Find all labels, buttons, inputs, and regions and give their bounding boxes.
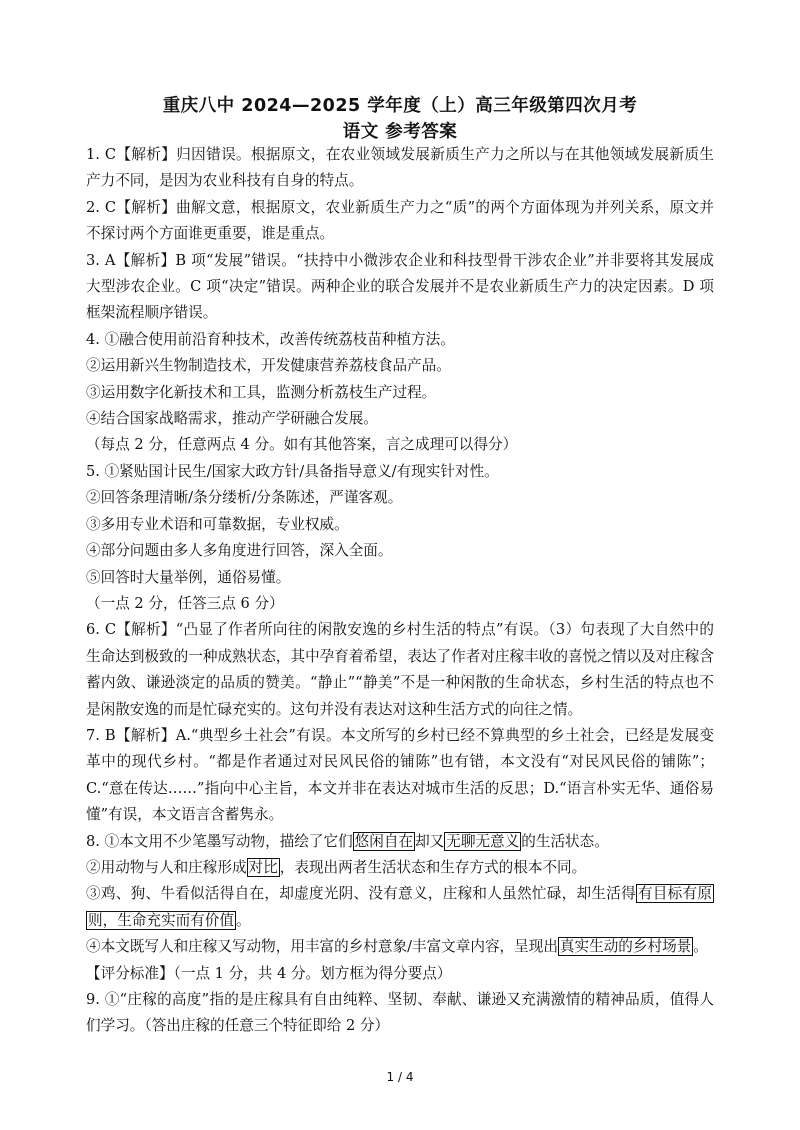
- answer-q5-line: ③多用专业术语和可靠数据，专业权威。: [86, 515, 349, 533]
- answer-q2: 2. C【解析】曲解文意，根据原文，农业新质生产力之“质”的两个方面体现为并列关系，原文并不探讨两个方面谁更重要，谁是重点。: [86, 198, 714, 243]
- answer-q8-line3: [86, 881, 714, 934]
- answer-q8-line4: [86, 934, 714, 960]
- answer-q8-scoring: 【评分标准】（一点 1 分，共 4 分。划方框为得分要点）: [86, 964, 452, 982]
- q8-text: 。: [235, 911, 251, 929]
- answer-q1: 1. C【解析】归因错误。根据原文，在农业领域发展新质生产力之所以与在其他领域发展新质生产力不同，是因为农业科技有自身的特点。: [86, 146, 714, 190]
- answer-q9: 9. ①“庄稼的高度”指的是庄稼具有自由纯粹、坚韧、奉献、谦逊又充满激情的精神品质，值得人们学习。（答出庄稼的任意三个特征即给 2 分）: [86, 991, 714, 1035]
- page-number: 1 / 4: [386, 1070, 414, 1084]
- q8-text: ③鸡、狗、牛看似活得自在，却虚度光阴、没有意义，庄稼和人虽然忙碌，却生活得: [86, 885, 636, 903]
- key-point-box: 有目标有原则，生命充实而有价值: [88, 885, 712, 929]
- q8-text: 的生活状态。: [521, 832, 609, 850]
- page-title: 重庆八中 2024—2025 学年度（上）高三年级第四次月考: [162, 96, 638, 116]
- key-point-box: 悠闲自在: [354, 832, 414, 850]
- answer-q4-line: ③运用数字化新技术和工具，监测分析荔枝生产过程。: [86, 383, 437, 401]
- key-point-box: 真实生动的乡村场景: [559, 938, 692, 956]
- key-point-box: 无聊无意义: [446, 832, 520, 850]
- answer-q8-line2: [86, 855, 714, 881]
- q8-text: ，表现出两者生活状态和生存方式的根本不同。: [279, 858, 587, 876]
- answer-q3: 3. A【解析】B 项“发展”错误。“扶持中小微涉农企业和科技型骨干涉农企业”并非要将其发展成大型涉农企业。C 项“决定”错误。两种企业的联合发展并不是农业新质生产力的决定因素。D 项框架流程顺序错误。: [86, 251, 714, 322]
- answer-q5-scoring: （一点 2 分，任答三点 6 分）: [86, 594, 284, 612]
- answer-q4-line: 4. ①融合使用前沿育种技术，改善传统荔枝苗种植方法。: [86, 330, 455, 348]
- q8-text: ②用动物与人和庄稼形成: [86, 858, 247, 876]
- answer-q5-line: ④部分问题由多人多角度进行回答，深入全面。: [86, 542, 393, 560]
- answer-content: [86, 142, 714, 1040]
- q8-text: 8. ①本文用不少笔墨写动物，描绘了它们: [86, 832, 353, 850]
- answer-q8-line1: [86, 829, 714, 855]
- q8-text: ④本文既写人和庄稼又写动物，用丰富的乡村意象/丰富文章内容，呈现出: [86, 938, 558, 956]
- answer-q4-line: ④结合国家战略需求，推动产学研融合发展。: [86, 410, 378, 428]
- answer-q4-line: ②运用新兴生物制造技术，开发健康营养荔枝食品产品。: [86, 357, 451, 375]
- q8-text: 。: [693, 938, 708, 956]
- answer-q5-line: ②回答条理清晰/条分缕析/分条陈述，严谨客观。: [86, 489, 403, 507]
- answer-q5-line: ⑤回答时大量举例，通俗易懂。: [86, 568, 291, 586]
- answer-q6: 6. C【解析】“凸显了作者所向往的闲散安逸的乡村生活的特点”有误。（3）句表现了大自然中的生命达到极致的一种成熟状态，其中孕育着希望，表达了作者对庄稼丰收的喜悦之情以及对庄稼含蓄内敛、谦逊淡定的品质的赞美。“静止”“静美”不是一种闲散的生命状态，乡村生活的特点也不是闲散安逸的而是忙碌充实的。这句并没有表达对这种生活方式的向往之情。: [86, 621, 714, 718]
- key-point-box: 对比: [248, 858, 278, 876]
- page-subtitle: 语文 参考答案: [342, 122, 458, 142]
- answer-q4-scoring: （每点 2 分，任意两点 4 分。如有其他答案，言之成理可以得分）: [86, 436, 518, 454]
- answer-q7: 7. B【解析】A.“典型乡土社会”有误。本文所写的乡村已经不算典型的乡土社会，已经是发展变革中的现代乡村。“都是作者通过对民风民俗的铺陈”也有错，本文没有“对民风民俗的铺陈”；C.“意在传达……”指向中心主旨，本文并非在表达对城市生活的反思；D.“语言朴实无华、通俗易懂”有误，本文语言含蓄隽永。: [86, 726, 714, 824]
- answer-q5-line: 5. ①紧贴国计民生/国家大政方针/具备指导意义/有现实针对性。: [86, 462, 499, 480]
- q8-text: 却又: [415, 832, 445, 850]
